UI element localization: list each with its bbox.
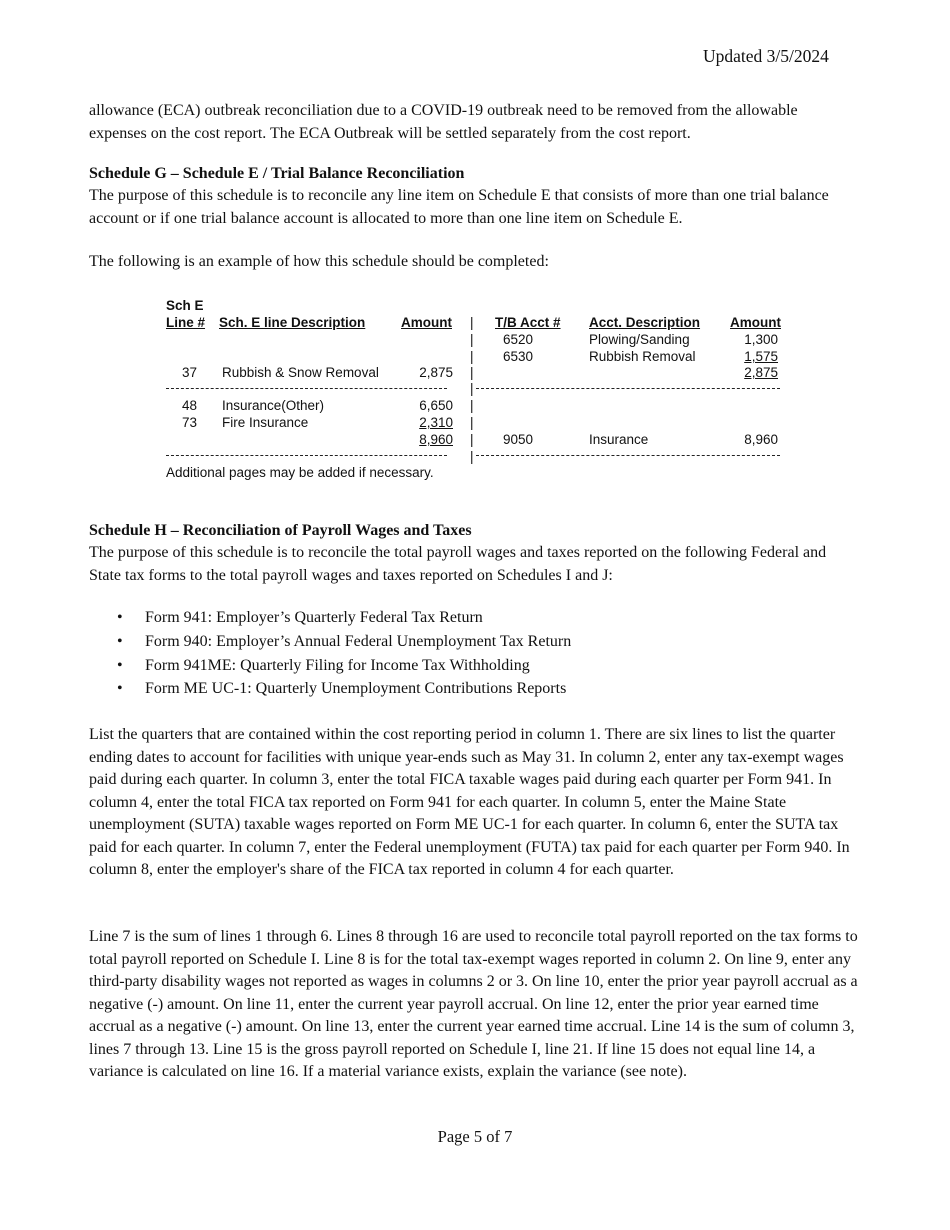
- schedule-g-example-intro: The following is an example of how this schedule should be completed:: [89, 253, 549, 270]
- right-total-1: 2,875: [744, 365, 778, 380]
- list-item: [89, 654, 571, 678]
- right-row-desc: Rubbish Removal: [589, 349, 696, 364]
- separator: |: [470, 398, 474, 413]
- header-sch-e: Sch E: [166, 298, 204, 313]
- right-row-acct: 6530: [503, 349, 534, 364]
- left-row-amount: 6,650: [419, 398, 453, 413]
- list-item-text: Form 940: Employer’s Annual Federal Unemployment Tax Return: [145, 632, 572, 650]
- bullet-icon: •: [117, 609, 123, 626]
- separator: |: [470, 332, 474, 347]
- tax-forms-list: [89, 606, 571, 701]
- intro-paragraph: allowance (ECA) outbreak reconciliation due to a COVID-19 outbreak need to be removed from the allowable expenses on the cost report. The ECA Outbreak will be settled separately from the cost report.: [89, 102, 798, 142]
- bullet-icon: •: [117, 632, 123, 650]
- left-row-desc: Fire Insurance: [222, 415, 309, 430]
- header-acct-description: Acct. Description: [589, 315, 701, 330]
- header-line: Line #: [166, 315, 206, 330]
- list-item: [89, 677, 571, 701]
- left-row-desc: Insurance(Other): [222, 398, 325, 413]
- separator: |: [470, 315, 474, 330]
- separator: |: [470, 381, 474, 396]
- list-item: [89, 630, 571, 654]
- separator: |: [470, 365, 474, 380]
- dashed-divider: [476, 388, 780, 389]
- page-number: Page 5 of 7: [437, 1127, 513, 1146]
- separator: |: [470, 449, 474, 464]
- schedule-h-purpose: The purpose of this schedule is to reconcile the total payroll wages and taxes reported on the following Federal and State tax forms to the total payroll wages and taxes reported on Schedules I and J:: [89, 544, 827, 584]
- list-item: [89, 606, 571, 630]
- dashed-divider: [166, 388, 447, 389]
- right-row-amount: 8,960: [744, 432, 778, 447]
- schedule-h-heading: Schedule H – Reconciliation of Payroll Wages and Taxes: [89, 522, 472, 539]
- header-tb-acct: T/B Acct #: [495, 315, 561, 330]
- right-row-desc: Plowing/Sanding: [589, 332, 690, 347]
- list-item-text: Form 941ME: Quarterly Filing for Income Tax Withholding: [145, 656, 530, 674]
- right-row-desc: Insurance: [589, 432, 649, 447]
- right-row-amount: 1,300: [744, 332, 778, 347]
- right-row-amount: 1,575: [744, 349, 778, 364]
- right-row-acct: 6520: [503, 332, 534, 347]
- bullet-icon: •: [117, 680, 123, 698]
- header-amount-right: Amount: [730, 315, 781, 330]
- dashed-divider: [166, 455, 447, 456]
- left-total-2: 8,960: [419, 432, 453, 447]
- updated-date: Updated 3/5/2024: [703, 46, 829, 66]
- schedule-g-heading: Schedule G – Schedule E / Trial Balance Reconciliation: [89, 165, 465, 182]
- separator: |: [470, 349, 474, 364]
- schedule-h-lines-paragraph: Line 7 is the sum of lines 1 through 6. Lines 8 through 16 are used to reconcile total payroll reported on the tax forms to total payroll reported on Schedule I. Line 8 is for the total tax-exempt wages reported in column 2. On line 9, enter any third-party disability wages not reported as wages in columns 2 or 3. On line 10, enter the prior year payroll accrual as a negative (-) amount. On line 11, enter the current year payroll accrual. On line 12, enter the prior year earned time accrual as a negative (-) amount. On line 13, enter the current year earned time accrual. Line 14 is the sum of column 3, lines 7 through 13. Line 15 is the gross payroll reported on Schedule I, line 21. If line 15 does not equal line 14, a variance is calculated on line 16. If a material variance exists, explain the variance (see note).: [89, 928, 858, 1080]
- example-note: Additional pages may be added if necessary.: [166, 465, 434, 480]
- schedule-g-purpose: The purpose of this schedule is to reconcile any line item on Schedule E that consists of more than one trial balance account or if one trial balance account is allocated to more than one line item on Schedule E.: [89, 187, 829, 227]
- left-row-desc: Rubbish & Snow Removal: [222, 365, 379, 380]
- separator: |: [470, 415, 474, 430]
- left-row-amount: 2,875: [419, 365, 453, 380]
- left-row-line: 37: [182, 365, 198, 380]
- dashed-divider: [476, 455, 780, 456]
- right-row-acct: 9050: [503, 432, 534, 447]
- separator: |: [470, 432, 474, 447]
- bullet-icon: •: [117, 656, 123, 674]
- schedule-h-columns-paragraph: List the quarters that are contained within the cost reporting period in column 1. There are six lines to list the quarter ending dates to account for facilities with unique year-ends such as May 31. In column 2, enter any tax-exempt wages paid during each quarter. In column 3, enter the total FICA taxable wages paid during each quarter per Form 941. In column 4, enter the total FICA tax reported on Form 941 for each quarter. In column 5, enter the Maine State unemployment (SUTA) taxable wages reported on Form ME UC-1 for each quarter. In column 6, enter the SUTA tax paid for each quarter. In column 7, enter the Federal unemployment (FUTA) tax paid for each quarter per Form 940. In column 8, enter the employer's share of the FICA tax reported in column 4 for each quarter.: [89, 726, 850, 878]
- left-row-line: 48: [182, 398, 198, 413]
- left-row-amount: 2,310: [419, 415, 453, 430]
- header-description: Sch. E line Description: [219, 315, 366, 330]
- list-item-text: Form 941: Employer’s Quarterly Federal Tax Return: [145, 609, 483, 626]
- header-amount-left: Amount: [401, 315, 452, 330]
- list-item-text: Form ME UC-1: Quarterly Unemployment Contributions Reports: [145, 680, 567, 698]
- left-row-line: 73: [182, 415, 198, 430]
